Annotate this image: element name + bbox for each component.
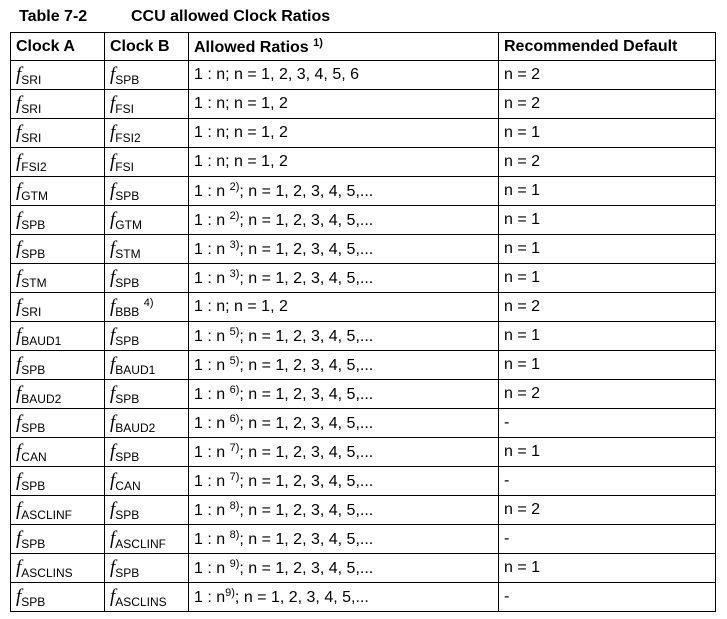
recommended-default-cell: n = 2 — [499, 148, 716, 177]
clock-b-symbol: f — [110, 556, 116, 578]
clock-b-subscript: GTM — [115, 217, 142, 232]
table-number: Table 7-2 — [19, 8, 88, 25]
recommended-default-cell: n = 1 — [499, 235, 716, 264]
clock-a-symbol: f — [16, 63, 22, 85]
clock-a-cell — [11, 380, 105, 409]
allowed-ratio-cell — [189, 409, 499, 438]
clock-b-symbol: f — [110, 179, 116, 201]
clock-ratio-table — [10, 32, 716, 612]
clock-b-symbol: f — [110, 382, 116, 404]
clock-b-symbol: f — [110, 121, 116, 143]
clock-a-cell — [11, 90, 105, 119]
ratio-values: ; n = 1, 2, 3, 4, 5,... — [239, 560, 374, 577]
clock-b-symbol: f — [110, 63, 116, 85]
allowed-ratio-cell — [189, 177, 499, 206]
ratio-expression: 1 : n — [194, 357, 230, 374]
recommended-default-cell: - — [499, 409, 716, 438]
recommended-default-cell: - — [499, 467, 716, 496]
clock-a-cell — [11, 496, 105, 525]
ratio-values: ; n = 1, 2 — [225, 95, 288, 112]
clock-a-subscript: SPB — [21, 246, 46, 261]
clock-b-symbol: f — [110, 237, 116, 259]
clock-a-subscript: SRI — [21, 304, 42, 319]
clock-b-symbol: f — [110, 266, 116, 288]
clock-b-cell — [105, 525, 189, 554]
clock-b-symbol: f — [110, 150, 116, 172]
clock-a-cell — [11, 322, 105, 351]
ratio-footnote: 5) — [229, 355, 240, 367]
ratio-values: ; n = 1, 2, 3, 4, 5,... — [239, 502, 374, 519]
column-header-clock-a: Clock A — [11, 33, 105, 61]
clock-a-symbol: f — [16, 121, 22, 143]
clock-b-cell — [105, 380, 189, 409]
ratio-footnote: 8) — [229, 529, 240, 541]
clock-a-cell — [11, 554, 105, 583]
clock-b-cell — [105, 119, 189, 148]
ratio-expression: 1 : n — [194, 183, 230, 200]
clock-b-subscript: STM — [115, 246, 141, 261]
allowed-ratio-cell — [189, 148, 499, 177]
clock-a-subscript: STM — [21, 275, 47, 290]
ratio-expression: 1 : n — [194, 270, 230, 287]
recommended-default-cell: n = 2 — [499, 496, 716, 525]
allowed-ratios-footnote: 1) — [313, 36, 323, 49]
clock-a-cell — [11, 409, 105, 438]
ratio-expression: 1 : n — [194, 298, 226, 315]
recommended-default-cell: n = 1 — [499, 438, 716, 467]
clock-b-cell — [105, 438, 189, 467]
clock-b-cell — [105, 90, 189, 119]
clock-a-subscript: SPB — [21, 594, 46, 609]
column-header-recommended-default: Recommended Default — [499, 33, 716, 61]
clock-a-symbol: f — [16, 266, 22, 288]
recommended-default-cell: - — [499, 525, 716, 554]
clock-b-subscript: SPB — [115, 275, 140, 290]
clock-b-cell — [105, 322, 189, 351]
table-row — [11, 525, 716, 554]
clock-a-subscript: GTM — [21, 188, 48, 203]
clock-a-subscript: SRI — [21, 130, 42, 145]
table-title: CCU allowed Clock Ratios — [131, 8, 331, 25]
clock-a-symbol: f — [16, 92, 22, 114]
allowed-ratio-cell — [189, 438, 499, 467]
allowed-ratio-cell — [189, 496, 499, 525]
clock-a-cell — [11, 235, 105, 264]
table-row — [11, 496, 716, 525]
clock-b-symbol: f — [110, 353, 116, 375]
clock-b-cell — [105, 351, 189, 380]
clock-a-cell — [11, 177, 105, 206]
clock-a-subscript: CAN — [21, 449, 47, 464]
clock-a-subscript: BAUD1 — [21, 333, 62, 348]
clock-b-symbol: f — [110, 585, 116, 607]
ratio-expression: 1 : n — [194, 502, 230, 519]
clock-b-cell — [105, 206, 189, 235]
clock-a-cell — [11, 438, 105, 467]
clock-a-cell — [11, 206, 105, 235]
table-row — [11, 119, 716, 148]
clock-a-cell — [11, 583, 105, 612]
clock-a-symbol: f — [16, 353, 22, 375]
clock-b-symbol: f — [110, 295, 116, 317]
clock-a-symbol: f — [16, 585, 22, 607]
allowed-ratio-cell — [189, 235, 499, 264]
clock-a-cell — [11, 293, 105, 322]
ratio-expression: 1 : n — [194, 153, 226, 170]
ratio-values: ; n = 1, 2, 3, 4, 5,... — [239, 183, 374, 200]
clock-a-cell — [11, 61, 105, 90]
clock-a-symbol: f — [16, 440, 22, 462]
clock-a-subscript: SPB — [21, 217, 46, 232]
clock-a-subscript: BAUD2 — [21, 391, 62, 406]
clock-a-symbol: f — [16, 411, 22, 433]
clock-b-cell — [105, 264, 189, 293]
ratio-expression: 1 : n — [194, 415, 230, 432]
allowed-ratio-cell — [189, 322, 499, 351]
allowed-ratio-cell — [189, 380, 499, 409]
clock-a-symbol: f — [16, 469, 22, 491]
table-header-row — [11, 33, 716, 61]
ratio-footnote: 2) — [229, 181, 240, 193]
allowed-ratio-cell — [189, 264, 499, 293]
clock-b-symbol: f — [110, 92, 116, 114]
clock-a-symbol: f — [16, 237, 22, 259]
ratio-expression: 1 : n — [194, 560, 230, 577]
allowed-ratio-cell — [189, 119, 499, 148]
clock-a-subscript: SRI — [21, 72, 42, 87]
allowed-ratio-cell — [189, 206, 499, 235]
clock-a-subscript: ASCLINS — [21, 565, 73, 580]
table-row — [11, 467, 716, 496]
clock-b-subscript: FSI2 — [115, 130, 141, 145]
clock-b-cell — [105, 177, 189, 206]
ratio-values: ; n = 1, 2, 3, 4, 5,... — [239, 328, 374, 345]
clock-b-subscript: SPB — [115, 507, 140, 522]
clock-b-subscript: SPB — [115, 72, 140, 87]
clock-b-cell — [105, 61, 189, 90]
clock-a-symbol: f — [16, 179, 22, 201]
ratio-expression: 1 : n — [194, 531, 230, 548]
allowed-ratio-cell — [189, 583, 499, 612]
clock-b-footnote: 4) — [143, 296, 154, 309]
ratio-values: ; n = 1, 2 — [225, 124, 288, 141]
ratio-expression: 1 : n — [194, 66, 226, 83]
ratio-values: ; n = 1, 2, 3, 4, 5,... — [239, 357, 374, 374]
clock-a-subscript: FSI2 — [21, 159, 47, 174]
table-row — [11, 293, 716, 322]
ratio-values: ; n = 1, 2, 3, 4, 5,... — [234, 589, 369, 606]
clock-a-symbol: f — [16, 324, 22, 346]
recommended-default-cell: n = 1 — [499, 351, 716, 380]
allowed-ratio-cell — [189, 351, 499, 380]
ratio-expression: 1 : n — [194, 212, 230, 229]
clock-b-symbol: f — [110, 324, 116, 346]
clock-b-subscript: SPB — [115, 449, 140, 464]
allowed-ratio-cell — [189, 90, 499, 119]
clock-a-symbol: f — [16, 556, 22, 578]
clock-a-symbol: f — [16, 208, 22, 230]
clock-a-symbol: f — [16, 527, 22, 549]
clock-a-cell — [11, 148, 105, 177]
ratio-footnote: 8) — [229, 500, 240, 512]
table-row — [11, 61, 716, 90]
clock-a-subscript: SPB — [21, 420, 46, 435]
clock-b-cell — [105, 293, 189, 322]
ratio-values: ; n = 1, 2, 3, 4, 5,... — [239, 444, 374, 461]
clock-a-cell — [11, 264, 105, 293]
recommended-default-cell: n = 1 — [499, 554, 716, 583]
table-row — [11, 90, 716, 119]
clock-a-cell — [11, 467, 105, 496]
ratio-footnote: 5) — [229, 326, 240, 338]
clock-b-symbol: f — [110, 527, 116, 549]
ratio-footnote: 2) — [229, 210, 240, 222]
clock-b-cell — [105, 583, 189, 612]
recommended-default-cell: n = 2 — [499, 380, 716, 409]
table-row — [11, 409, 716, 438]
clock-b-symbol: f — [110, 440, 116, 462]
clock-b-subscript: SPB — [115, 188, 140, 203]
ratio-footnote: 6) — [229, 384, 240, 396]
ratio-values: ; n = 1, 2, 3, 4, 5, 6 — [225, 66, 360, 83]
allowed-ratio-cell — [189, 293, 499, 322]
clock-a-subscript: SRI — [21, 101, 42, 116]
table-row — [11, 380, 716, 409]
clock-a-cell — [11, 351, 105, 380]
table-row — [11, 583, 716, 612]
ratio-footnote: 6) — [229, 413, 240, 425]
ratio-footnote: 3) — [229, 239, 240, 251]
ratio-footnote: 7) — [229, 471, 240, 483]
clock-b-cell — [105, 554, 189, 583]
clock-a-subscript: SPB — [21, 478, 46, 493]
recommended-default-cell: n = 2 — [499, 293, 716, 322]
table-body — [11, 61, 716, 612]
ratio-values: ; n = 1, 2, 3, 4, 5,... — [239, 270, 374, 287]
recommended-default-cell: - — [499, 583, 716, 612]
clock-b-subscript: ASCLINF — [115, 536, 166, 551]
clock-b-subscript: CAN — [115, 478, 141, 493]
clock-b-subscript: SPB — [115, 565, 140, 580]
clock-b-symbol: f — [110, 498, 116, 520]
ratio-values: ; n = 1, 2, 3, 4, 5,... — [239, 241, 374, 258]
clock-b-symbol: f — [110, 411, 116, 433]
clock-b-symbol: f — [110, 208, 116, 230]
table-row — [11, 351, 716, 380]
ratio-values: ; n = 1, 2, 3, 4, 5,... — [239, 415, 374, 432]
clock-a-subscript: SPB — [21, 536, 46, 551]
clock-b-subscript: FSI — [115, 159, 134, 174]
table-row — [11, 148, 716, 177]
allowed-ratio-cell — [189, 61, 499, 90]
allowed-ratios-label: Allowed Ratios — [194, 38, 309, 56]
clock-a-symbol: f — [16, 295, 22, 317]
clock-b-cell — [105, 409, 189, 438]
recommended-default-cell: n = 2 — [499, 61, 716, 90]
ratio-expression: 1 : n — [194, 386, 230, 403]
column-header-allowed-ratios — [189, 33, 499, 61]
ratio-footnote: 7) — [229, 442, 240, 454]
allowed-ratio-cell — [189, 525, 499, 554]
clock-b-cell — [105, 148, 189, 177]
ratio-values: ; n = 1, 2 — [225, 298, 288, 315]
clock-a-symbol: f — [16, 382, 22, 404]
allowed-ratio-cell — [189, 467, 499, 496]
clock-b-subscript: SPB — [115, 333, 140, 348]
recommended-default-cell: n = 2 — [499, 90, 716, 119]
table-row — [11, 322, 716, 351]
ratio-values: ; n = 1, 2, 3, 4, 5,... — [239, 386, 374, 403]
clock-a-subscript: SPB — [21, 362, 46, 377]
table-row — [11, 177, 716, 206]
ratio-values: ; n = 1, 2, 3, 4, 5,... — [239, 212, 374, 229]
clock-b-subscript: BAUD1 — [115, 362, 156, 377]
table-row — [11, 235, 716, 264]
ratio-expression: 1 : n — [194, 589, 226, 606]
clock-b-subscript: BAUD2 — [115, 420, 156, 435]
ratio-expression: 1 : n — [194, 241, 230, 258]
clock-b-subscript: ASCLINS — [115, 594, 167, 609]
clock-b-cell — [105, 467, 189, 496]
recommended-default-cell: n = 1 — [499, 206, 716, 235]
clock-b-subscript: SPB — [115, 391, 140, 406]
clock-b-cell — [105, 496, 189, 525]
clock-a-symbol: f — [16, 498, 22, 520]
recommended-default-cell: n = 1 — [499, 177, 716, 206]
ratio-values: ; n = 1, 2, 3, 4, 5,... — [239, 473, 374, 490]
clock-b-cell — [105, 235, 189, 264]
column-header-clock-b: Clock B — [105, 33, 189, 61]
ratio-footnote: 9) — [225, 587, 235, 599]
clock-a-subscript: ASCLINF — [21, 507, 72, 522]
ratio-values: ; n = 1, 2, 3, 4, 5,... — [239, 531, 374, 548]
table-row — [11, 264, 716, 293]
clock-a-cell — [11, 119, 105, 148]
table-row — [11, 438, 716, 467]
recommended-default-cell: n = 1 — [499, 119, 716, 148]
allowed-ratio-cell — [189, 554, 499, 583]
table-row — [11, 206, 716, 235]
table-row — [11, 554, 716, 583]
ratio-footnote: 3) — [229, 268, 240, 280]
clock-b-subscript: FSI — [115, 101, 134, 116]
ratio-expression: 1 : n — [194, 95, 226, 112]
ratio-expression: 1 : n — [194, 473, 230, 490]
recommended-default-cell: n = 1 — [499, 264, 716, 293]
table-caption — [19, 6, 330, 28]
ratio-footnote: 9) — [229, 558, 240, 570]
clock-a-symbol: f — [16, 150, 22, 172]
clock-b-symbol: f — [110, 469, 116, 491]
ratio-expression: 1 : n — [194, 444, 230, 461]
ratio-expression: 1 : n — [194, 124, 226, 141]
ratio-values: ; n = 1, 2 — [225, 153, 288, 170]
ratio-expression: 1 : n — [194, 328, 230, 345]
clock-b-subscript: BBB — [115, 304, 140, 319]
clock-a-cell — [11, 525, 105, 554]
recommended-default-cell: n = 1 — [499, 322, 716, 351]
